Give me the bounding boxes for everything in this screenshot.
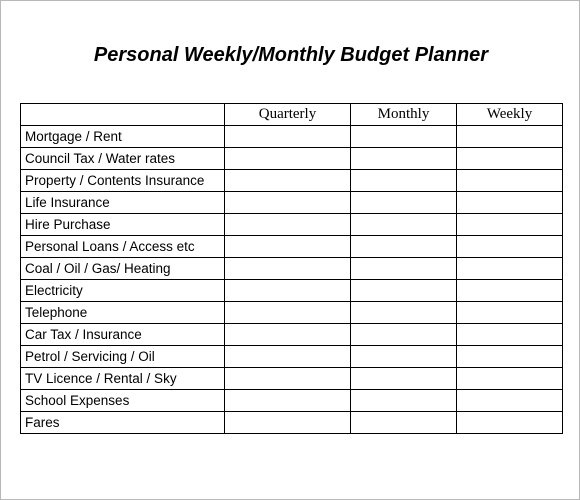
quarterly-amount-cell[interactable] (225, 280, 351, 302)
monthly-amount-cell[interactable] (351, 192, 457, 214)
table-row (21, 192, 563, 214)
weekly-amount-cell[interactable] (457, 258, 563, 280)
weekly-amount-cell[interactable] (457, 126, 563, 148)
table-row (21, 412, 563, 434)
budget-table-body (21, 126, 563, 434)
expense-label: Life Insurance (21, 192, 225, 214)
monthly-amount-cell[interactable] (351, 170, 457, 192)
monthly-amount-cell[interactable] (351, 214, 457, 236)
quarterly-amount-cell[interactable] (225, 126, 351, 148)
quarterly-amount-cell[interactable] (225, 324, 351, 346)
expense-label: Mortgage / Rent (21, 126, 225, 148)
column-header-quarterly: Quarterly (225, 104, 351, 126)
table-row (21, 258, 563, 280)
monthly-amount-cell[interactable] (351, 390, 457, 412)
monthly-amount-cell[interactable] (351, 280, 457, 302)
monthly-amount-cell[interactable] (351, 148, 457, 170)
monthly-amount-cell[interactable] (351, 324, 457, 346)
table-row (21, 390, 563, 412)
weekly-amount-cell[interactable] (457, 346, 563, 368)
table-row (21, 368, 563, 390)
expense-label: Telephone (21, 302, 225, 324)
quarterly-amount-cell[interactable] (225, 302, 351, 324)
column-header-weekly: Weekly (457, 104, 563, 126)
expense-label: Council Tax / Water rates (21, 148, 225, 170)
monthly-amount-cell[interactable] (351, 258, 457, 280)
weekly-amount-cell[interactable] (457, 324, 563, 346)
monthly-amount-cell[interactable] (351, 302, 457, 324)
weekly-amount-cell[interactable] (457, 236, 563, 258)
quarterly-amount-cell[interactable] (225, 258, 351, 280)
weekly-amount-cell[interactable] (457, 170, 563, 192)
weekly-amount-cell[interactable] (457, 390, 563, 412)
weekly-amount-cell[interactable] (457, 148, 563, 170)
weekly-amount-cell[interactable] (457, 368, 563, 390)
table-row (21, 214, 563, 236)
weekly-amount-cell[interactable] (457, 192, 563, 214)
expense-label: School Expenses (21, 390, 225, 412)
budget-table (20, 103, 563, 434)
table-row (21, 148, 563, 170)
expense-label: Hire Purchase (21, 214, 225, 236)
table-row (21, 280, 563, 302)
expense-label: Fares (21, 412, 225, 434)
quarterly-amount-cell[interactable] (225, 346, 351, 368)
weekly-amount-cell[interactable] (457, 214, 563, 236)
expense-label: Electricity (21, 280, 225, 302)
table-row (21, 170, 563, 192)
quarterly-amount-cell[interactable] (225, 192, 351, 214)
quarterly-amount-cell[interactable] (225, 148, 351, 170)
monthly-amount-cell[interactable] (351, 368, 457, 390)
monthly-amount-cell[interactable] (351, 346, 457, 368)
quarterly-amount-cell[interactable] (225, 368, 351, 390)
expense-label: Coal / Oil / Gas/ Heating (21, 258, 225, 280)
table-row (21, 346, 563, 368)
monthly-amount-cell[interactable] (351, 126, 457, 148)
quarterly-amount-cell[interactable] (225, 412, 351, 434)
monthly-amount-cell[interactable] (351, 412, 457, 434)
monthly-amount-cell[interactable] (351, 236, 457, 258)
quarterly-amount-cell[interactable] (225, 214, 351, 236)
weekly-amount-cell[interactable] (457, 412, 563, 434)
quarterly-amount-cell[interactable] (225, 170, 351, 192)
table-row (21, 126, 563, 148)
expense-label: Petrol / Servicing / Oil (21, 346, 225, 368)
quarterly-amount-cell[interactable] (225, 236, 351, 258)
expense-label: TV Licence / Rental / Sky (21, 368, 225, 390)
expense-label: Personal Loans / Access etc (21, 236, 225, 258)
page-title: Personal Weekly/Monthly Budget Planner (93, 44, 489, 66)
column-header-monthly: Monthly (351, 104, 457, 126)
table-row (21, 302, 563, 324)
header-row (21, 104, 563, 126)
weekly-amount-cell[interactable] (457, 280, 563, 302)
column-header-item (21, 104, 225, 126)
quarterly-amount-cell[interactable] (225, 390, 351, 412)
table-row (21, 324, 563, 346)
weekly-amount-cell[interactable] (457, 302, 563, 324)
expense-label: Car Tax / Insurance (21, 324, 225, 346)
expense-label: Property / Contents Insurance (21, 170, 225, 192)
table-row (21, 236, 563, 258)
